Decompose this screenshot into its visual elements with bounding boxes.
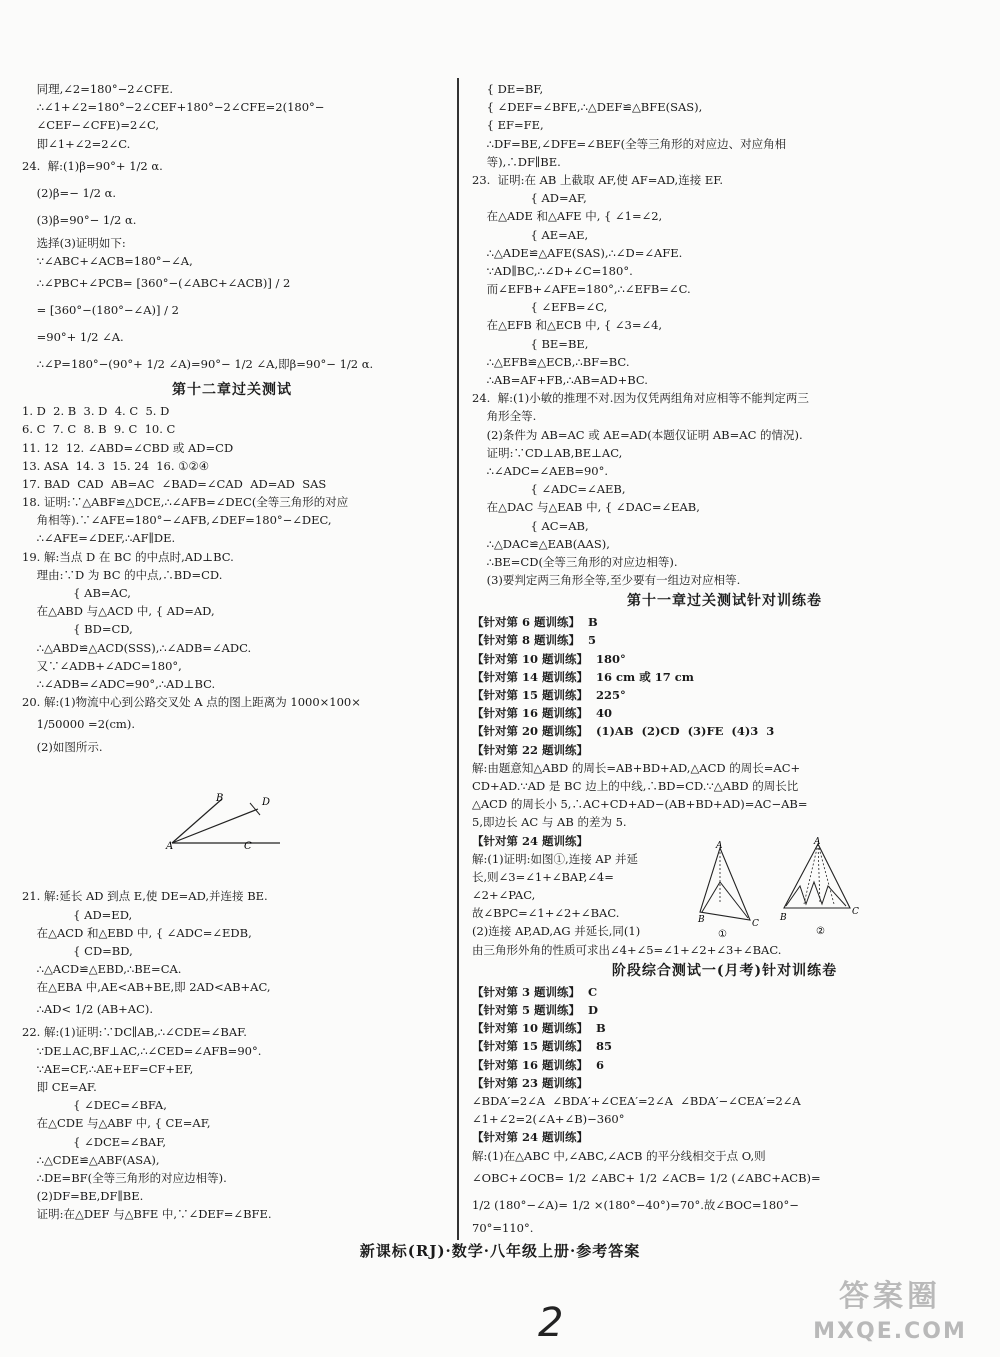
text-line: { CD=BD, [22,943,133,958]
text-line: ∵∠ABC+∠ACB=180°−∠A, [22,253,193,268]
watermark-text: 答案圈 [839,1279,941,1314]
text-line: { ∠DEC=∠BFA, [22,1098,167,1113]
text-line: 【针对第 15 题训练】 85 [472,1039,613,1054]
text-line: ∠BDA′=2∠A ∠BDA′+∠CEA′=2∠A ∠BDA′−∠CEA′=2∠A [472,1093,801,1108]
text-line: 理由:∵D 为 BC 的中点,∴BD=CD. [22,567,223,582]
text-line: { ∠DCE=∠BAF, [22,1134,167,1149]
label-b: B [216,792,224,804]
text-line: (3)β=90°− 1/2 α. [22,212,137,227]
text-line: ∠CEF−∠CFE)=2∠C, [22,118,159,133]
text-line: ∴△EFB≌△ECB,∴BF=BC. [472,354,630,369]
text-line: 20. 解:(1)物流中心到公路交叉处 A 点的图上距离为 1000×100× [22,695,361,710]
figure-24-2 [779,837,859,937]
section-title-stage-test: 阶段综合测试一(月考)针对训练卷 [611,962,838,979]
text-line: ∴AB=AF+FB,∴AB=AD+BC. [472,373,648,387]
triangle-abc-2 [784,844,850,908]
label-c-2: C [852,906,859,917]
watermark-url: MXQE.COM [813,1319,967,1344]
text-line: ∠OBC+∠OCB= 1/2 ∠ABC+ 1/2 ∠ACB= 1/2 (∠ABC+ACB)= [472,1170,821,1185]
text-line: ∠1+∠2=2(∠A+∠B)−360° [472,1112,625,1127]
label-circle-2: ② [816,925,825,937]
text-line: 11. 12 12. ∠ABD=∠CBD 或 AD=CD [22,440,234,455]
text-line: 选择(3)证明如下: [22,235,126,250]
text-line: (2)DF=BE,DF∥BE. [22,1189,144,1204]
text-line: ∴∠P=180°−(90°+ 1/2 ∠A)=90°− 1/2 ∠A,即β=90°− 1/2 α. [22,357,374,372]
text-line: 13. ASA 14. 3 15. 24 16. ①②④ [22,458,210,473]
text-line: 在△CDE 与△ABF 中, { CE=AF, [22,1116,211,1131]
text-line: ∴DE=BF(全等三角形的对应边相等). [22,1170,227,1185]
section-title-ch12: 第十二章过关测试 [172,382,292,399]
text-line: { DE=BF, [472,82,544,96]
text-line: 而∠EFB+∠AFE=180°,∴∠EFB=∠C. [472,282,691,297]
text-line: 70°=110°. [472,1220,534,1235]
text-line: 24. 解:(1)小敏的推理不对.因为仅凭两组角对应相等不能判定两三 [472,391,809,406]
text-line: ∴∠PBC+∠PCB= [360°−(∠ABC+∠ACB)] / 2 [22,276,291,291]
right-column [472,80,977,1237]
text-line: { ∠DEF=∠BFE,∴△DEF≌△BFE(SAS), [472,100,703,115]
label-c-1: C [752,918,759,929]
text-line: 证明:∵CD⊥AB,BE⊥AC, [472,445,623,460]
point-d-mark [250,803,260,815]
text-line: 【针对第 23 题训练】 [472,1075,589,1090]
text-line: 证明:在△DEF 与△BFE 中,∵∠DEF=∠BFE. [22,1207,272,1222]
text-line: { AC=AB, [472,518,589,533]
text-line: { EF=FE, [472,118,544,133]
page-number: 2 [538,1300,564,1346]
text-line: 18. 证明:∵△ABF≌△DCE,∴∠AFB=∠DEC(全等三角形的对应 [22,495,349,510]
text-line: ∴∠ADC=∠AEB=90°. [472,463,608,478]
text-line: 【针对第 16 题训练】 6 [472,1057,605,1072]
label-d: D [262,796,271,808]
label-a: A [166,840,174,852]
text-line: 【针对第 15 题训练】 225° [472,688,626,702]
text-line: 【针对第 16 题训练】 40 [472,706,613,721]
text-line: (2)连接 AP,AD,AG 并延长,同(1) [472,924,641,939]
text-line: ∴∠ADB=∠ADC=90°,∴AD⊥BC. [22,676,216,691]
text-line: 在△ADE 和△AFE 中, { ∠1=∠2, [472,209,663,224]
text-line: { AD=ED, [22,907,133,922]
text-line: 6. C 7. C 8. B 9. C 10. C [22,422,176,437]
extension-line-3 [818,844,834,904]
text-line: ∵AE=CF,∴AE+EF=CF+EF, [22,1061,194,1076]
text-line: { BD=CD, [22,622,133,637]
text-line: (2)β=− 1/2 α. [22,185,117,200]
text-line: 【针对第 14 题训练】 16 cm 或 17 cm [472,669,694,684]
text-line: 19. 解:当点 D 在 BC 的中点时,AD⊥BC. [22,549,234,564]
text-line: 在△EBA 中,AE<AB+BE,即 2AD<AB+AC, [22,980,271,995]
left-column [22,80,442,1224]
text-line: { ∠ADC=∠AEB, [472,482,626,497]
text-line: (2)如图所示. [22,740,103,755]
text-line: = [360°−(180°−∠A)] / 2 [22,303,179,318]
text-line: 【针对第 5 题训练】 D [472,1003,598,1017]
text-line: 24. 解:(1)β=90°+ 1/2 α. [22,158,163,173]
text-line: 【针对第 8 题训练】 5 [472,633,597,648]
text-line: ∵AD∥BC,∴∠D+∠C=180°. [472,263,633,278]
text-line: 【针对第 22 题训练】 [472,742,589,757]
text-line: { AB=AC, [22,586,131,600]
text-line: 【针对第 20 题训练】 (1)AB (2)CD (3)FE (4)3 3 [472,724,775,739]
text-line: (2)条件为 AB=AC 或 AE=AD(本题仅证明 AB=AC 的情况). [472,427,803,442]
text-line: 即∠1+∠2=2∠C. [22,136,131,151]
text-line: ∴∠1+∠2=180°−2∠CEF+180°−2∠CFE=2(180°− [22,100,325,115]
text-line: CD+AD.∵AD 是 BC 边上的中线,∴BD=CD.∵△ABD 的周长比 [472,778,799,793]
text-line: 【针对第 10 题训练】 180° [472,651,626,666]
text-line: 长,则∠3=∠1+∠BAP,∠4= [472,869,614,884]
label-b-2: B [780,912,787,923]
text-line: 1/2 (180°−∠A)= 1/2 ×(180°−40°)=70°.故∠BOC=180°− [472,1197,799,1212]
text-line: 故∠BPC=∠1+∠2+∠BAC. [472,906,620,921]
text-line: 即 CE=AF. [22,1080,97,1094]
triangle-abc-1 [700,848,750,920]
text-line: ∴∠AFE=∠DEF,∴AF∥DE. [22,531,176,546]
text-line: 【针对第 10 题训练】 B [472,1021,606,1036]
text-line: ∴AD< 1/2 (AB+AC). [22,1002,154,1017]
text-line: { AE=AE, [472,227,589,242]
figure-24-triangles [698,836,870,942]
watermark-logo [790,1275,990,1355]
text-line: { AD=AF, [472,191,587,206]
page-footer: 新课标(RJ)·数学·八年级上册·参考答案 [359,1242,641,1260]
label-circle-1: ① [718,928,727,940]
figure-20 [22,757,442,888]
column-divider [457,78,459,1240]
text-line: ∴△DAC≌△EAB(AAS), [472,536,610,551]
road-intersection-figure [22,793,282,851]
text-line: ∴△ACD≌△EBD,∴BE=CA. [22,962,182,977]
text-line: 又∵∠ADB+∠ADC=180°, [22,658,182,673]
text-line: =90°+ 1/2 ∠A. [22,330,124,345]
text-line: ∠2+∠PAC, [472,888,536,903]
text-line: 【针对第 24 题训练】 [472,833,589,848]
text-line: 23. 证明:在 AB 上截取 AF,使 AF=AD,连接 EF. [472,172,724,187]
bisector-line-ad [172,809,258,843]
section-title-ch11: 第十一章过关测试针对训练卷 [627,593,822,610]
text-line: 等),∴DF∥BE. [472,154,561,169]
text-line: 同理,∠2=180°−2∠CFE. [22,82,173,96]
text-line: ∴DF=BE,∠DFE=∠BEF(全等三角形的对应边、对应角相 [472,136,787,151]
label-b-1: B [698,914,705,925]
text-line: 在△ABD 与△ACD 中, { AD=AD, [22,604,215,619]
text-line: 解:(1)在△ABC 中,∠ABC,∠ACB 的平分线相交于点 O,则 [472,1148,766,1163]
text-line: ∴△ADE≌△AFE(SAS),∴∠D=∠AFE. [472,245,683,260]
road-line-ab [172,799,222,843]
text-line: ∴BE=CD(全等三角形的对应边相等). [472,554,678,569]
zigzag-path [786,882,846,906]
text-line: { ∠EFB=∠C, [472,300,608,315]
text-line: ∵DE⊥AC,BF⊥AC,∴∠CED=∠AFB=90°. [22,1043,262,1058]
text-line: 解:(1)证明:如图①,连接 AP 并延 [472,851,639,866]
text-line: 17. BAD CAD AB=AC ∠BAD=∠CAD AD=AD SAS [22,476,327,491]
text-line: { BE=BE, [472,336,589,351]
text-line: 由三角形外角的性质可求出∠4+∠5=∠1+∠2+∠3+∠BAC. [472,942,782,957]
text-line: 【针对第 24 题训练】 [472,1130,589,1145]
text-line: 1/50000 =2(cm). [22,717,135,732]
text-line: 角相等).∵∠AFE=180°−∠AFB,∠DEF=180°−∠DEC, [22,513,332,528]
text-line: ∴△ABD≌△ACD(SSS),∴∠ADB=∠ADC. [22,640,252,655]
label-a-1: A [716,840,723,851]
text-line: 【针对第 3 题训练】 C [472,984,598,999]
text-line: 角形全等. [472,409,537,424]
text-line: 在△EFB 和△ECB 中, { ∠3=∠4, [472,318,663,333]
text-line: △ACD 的周长小 5,∴AC+CD+AD−(AB+BD+AD)=AC−AB= [472,797,808,812]
text-line: 【针对第 6 题训练】 B [472,615,598,630]
text-line: 22. 解:(1)证明:∵DC∥AB,∴∠CDE=∠BAF. [22,1025,247,1040]
text-line: 5,即边长 AC 与 AB 的差为 5. [472,815,627,830]
text-line: 21. 解:延长 AD 到点 E,使 DE=AD,并连接 BE. [22,889,268,904]
text-line: 1. D 2. B 3. D 4. C 5. D [22,404,170,419]
extension-line-1 [804,844,818,904]
text-line: ∴△CDE≌△ABF(ASA), [22,1152,160,1167]
label-a-2: A [814,836,821,847]
text-line: 在△ACD 和△EBD 中, { ∠ADC=∠EDB, [22,925,252,940]
text-line: 在△DAC 与△EAB 中, { ∠DAC=∠EAB, [472,500,700,515]
text-line: 解:由题意知△ABD 的周长=AB+BD+AD,△ACD 的周长=AC+ [472,760,801,775]
figure-24-1 [697,841,759,940]
label-c: C [244,840,252,852]
text-line: (3)要判定两三角形全等,至少要有一组边对应相等. [472,573,741,588]
